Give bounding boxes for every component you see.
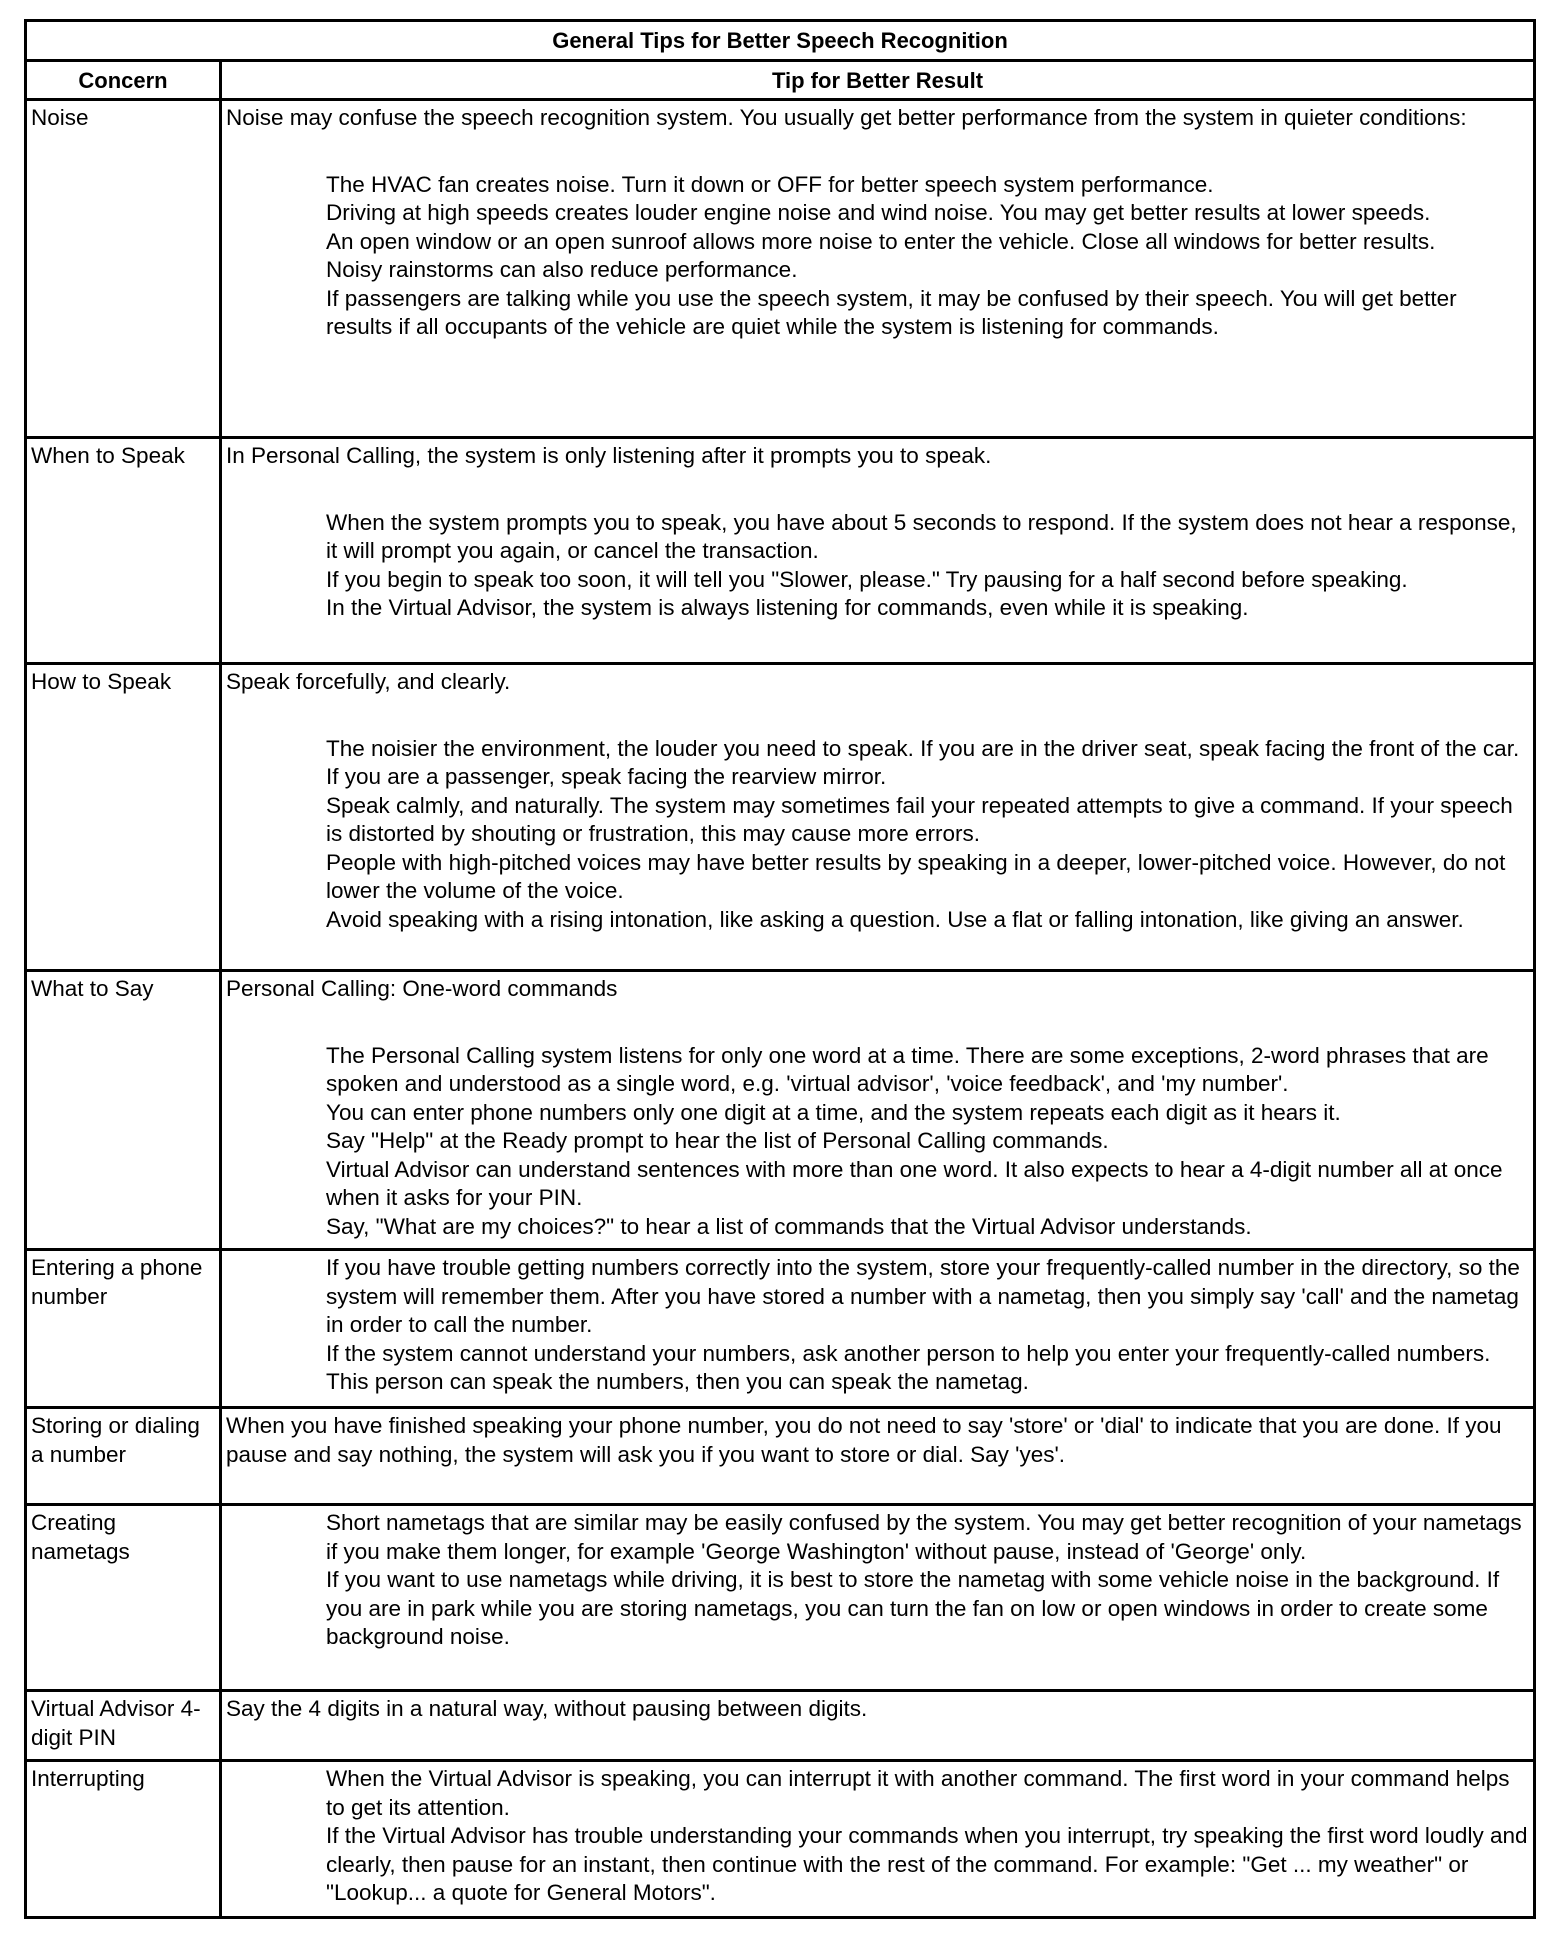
concern-cell: When to Speak (26, 438, 221, 664)
tip-intro: Noise may confuse the speech recognition system. You usually get better performance from the system in quieter conditions: (226, 105, 1467, 130)
table-row (26, 1691, 1535, 1761)
tip-item: In the Virtual Advisor, the system is always listening for commands, even while it is speaking. (326, 595, 1249, 620)
header-tip: Tip for Better Result (221, 60, 1535, 100)
tip-item: If you have trouble getting numbers correctly into the system, store your frequently-called number in the directory, so the system will remember them. After you have stored a number with a nametag, then you simply say 'call' and the nametag in order to call the number. (326, 1255, 1520, 1337)
tip-item: Say, "What are my choices?" to hear a list of commands that the Virtual Advisor understands. (326, 1213, 1252, 1239)
tip-item: Speak calmly, and naturally. The system may sometimes fail your repeated attempts to give a command. If your speech is distorted by shouting or frustration, this may cause more errors. (326, 792, 1513, 846)
tip-list (226, 509, 1529, 623)
concern-cell: How to Speak (26, 664, 221, 971)
table-row (26, 971, 1535, 1250)
tip-intro: In Personal Calling, the system is only listening after it prompts you to speak. (226, 443, 992, 468)
table-row (26, 1505, 1535, 1691)
tip-cell (221, 1408, 1535, 1505)
tip-item: If you begin to speak too soon, it will tell you "Slower, please." Try pausing for a half second before speaking. (326, 566, 1408, 592)
concern-cell: Noise (26, 100, 221, 438)
tip-item: Short nametags that are similar may be easily confused by the system. You may get better recognition of your nametags if you make them longer, for example 'George Washington' without pause, instead of 'George' only. (326, 1510, 1522, 1564)
tip-intro: Speak forcefully, and clearly. (226, 669, 511, 694)
tip-item: The noisier the environment, the louder you need to speak. If you are in the driver seat, speak facing the front of the car. If you are a passenger, speak facing the rearview mirror. (326, 735, 1520, 789)
table-row (26, 100, 1535, 438)
tip-item: Virtual Advisor can understand sentences with more than one word. It also expects to hear a 4-digit number all at once when it asks for your PIN. (326, 1156, 1503, 1210)
concern-cell: Virtual Advisor 4-digit PIN (26, 1691, 221, 1761)
concern-cell: Storing or dialing a number (26, 1408, 221, 1505)
tip-item: You can enter phone numbers only one digit at a time, and the system repeats each digit as it hears it. (326, 1099, 1341, 1125)
tip-cell (221, 1250, 1535, 1408)
concern-cell: Creating nametags (26, 1505, 221, 1691)
tip-intro: Say the 4 digits in a natural way, without pausing between digits. (226, 1696, 868, 1721)
tip-list (226, 1254, 1529, 1397)
tip-item: If the system cannot understand your numbers, ask another person to help you enter your frequently-called numbers. This person can speak the numbers, then you can speak the nametag. (326, 1340, 1491, 1394)
spacer (226, 1004, 1529, 1042)
tip-cell (221, 1691, 1535, 1761)
tip-item: When the system prompts you to speak, you have about 5 seconds to respond. If the system does not hear a response, it will prompt you again, or cancel the transaction. (326, 509, 1517, 563)
tip-item: Avoid speaking with a rising intonation, like asking a question. Use a flat or falling intonation, like giving an answer. (326, 906, 1464, 932)
tip-item: If the Virtual Advisor has trouble understanding your commands when you interrupt, try speaking the first word loudly and clearly, then pause for an instant, then continue with the rest of the command. For example: "Get ... my weather" or "Lookup... a quote for General Motors". (326, 1823, 1528, 1905)
tip-list (226, 171, 1529, 342)
tip-list (226, 1042, 1529, 1242)
tip-item: If you want to use nametags while driving, it is best to store the nametag with some vehicle noise in the background. If you are in park while you are storing nametags, you can turn the fan on low or open windows in order to create some background noise. (326, 1567, 1500, 1649)
tip-item: People with high-pitched voices may have better results by speaking in a deeper, lower-pitched voice. However, do not lower the volume of the voice. (326, 849, 1506, 903)
tip-cell (221, 1505, 1535, 1691)
tip-list (226, 1765, 1529, 1908)
table-row (26, 1408, 1535, 1505)
tip-intro: Personal Calling: One-word commands (226, 976, 618, 1001)
tip-list (226, 1509, 1529, 1652)
tip-item: If passengers are talking while you use the speech system, it may be confused by their speech. You will get better results if all occupants of the vehicle are quiet while the system is listening for commands. (326, 285, 1457, 339)
spacer (226, 471, 1529, 509)
tip-item: When the Virtual Advisor is speaking, you can interrupt it with another command. The first word in your command helps to get its attention. (326, 1766, 1510, 1820)
tip-item: Noisy rainstorms can also reduce performance. (326, 257, 798, 282)
tip-cell (221, 971, 1535, 1250)
tip-cell (221, 438, 1535, 664)
tip-cell (221, 1761, 1535, 1918)
table-row (26, 1250, 1535, 1408)
tip-list (226, 735, 1529, 935)
speech-tips-table (24, 19, 1536, 1919)
tip-cell (221, 664, 1535, 971)
spacer (226, 697, 1529, 735)
tip-item: Driving at high speeds creates louder engine noise and wind noise. You may get better results at lower speeds. (326, 200, 1431, 225)
table-title: General Tips for Better Speech Recognition (26, 21, 1535, 61)
table-row (26, 664, 1535, 971)
concern-cell: Entering a phone number (26, 1250, 221, 1408)
tip-cell (221, 100, 1535, 438)
header-concern: Concern (26, 60, 221, 100)
tip-item: The Personal Calling system listens for only one word at a time. There are some exceptions, 2-word phrases that are spoken and understood as a single word, e.g. 'virtual advisor', 'voice feedback', and 'my number'. (326, 1042, 1489, 1096)
concern-cell: Interrupting (26, 1761, 221, 1918)
table-row (26, 1761, 1535, 1918)
tip-item: An open window or an open sunroof allows more noise to enter the vehicle. Close all windows for better results. (326, 228, 1436, 254)
tip-item: Say "Help" at the Ready prompt to hear the list of Personal Calling commands. (326, 1128, 1109, 1153)
table-row (26, 438, 1535, 664)
concern-cell: What to Say (26, 971, 221, 1250)
tip-intro: When you have finished speaking your phone number, you do not need to say 'store' or 'dial' to indicate that you are done. If you pause and say nothing, the system will ask you if you want to store or dial. Say 'yes'. (226, 1413, 1502, 1467)
spacer (226, 133, 1529, 171)
tip-item: The HVAC fan creates noise. Turn it down or OFF for better speech system performance. (326, 171, 1214, 197)
